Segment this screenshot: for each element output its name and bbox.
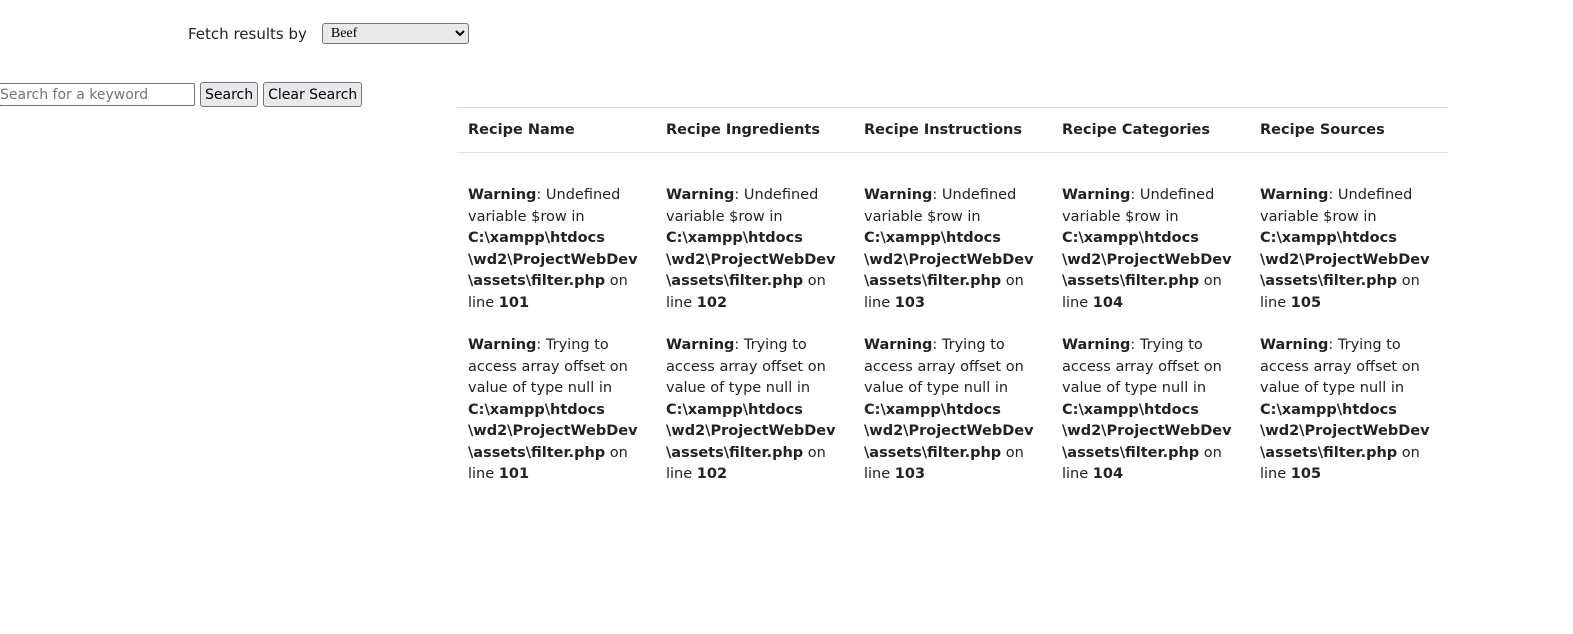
warning-text: : Trying to access array offset on value of type null in (1260, 337, 1420, 396)
warning-label: Warning (1062, 337, 1131, 353)
warning-file-path: C:\xampp\htdocs \wd2\ProjectWebDev \assets\filter.php (1062, 401, 1232, 461)
warning-label: Warning (666, 337, 735, 353)
warning-line-number: 105 (1290, 294, 1322, 311)
warning-message (864, 185, 1040, 314)
warning-text: : Trying to access array offset on value of type null in (468, 337, 628, 396)
warning-message (1062, 185, 1238, 314)
warning-file-path: C:\xampp\htdocs \wd2\ProjectWebDev \assets\filter.php (864, 230, 1034, 289)
search-input[interactable] (0, 83, 195, 106)
warning-text: : Undefined variable $row in (468, 187, 621, 225)
table-header-row (457, 108, 1448, 153)
header-recipe-categories: Recipe Categories (1051, 108, 1249, 153)
warning-label: Warning (1260, 187, 1329, 203)
warning-on-line: on line (864, 444, 1024, 482)
warning-label: Warning (1260, 337, 1329, 353)
table-cell-recipe-categories (1051, 153, 1249, 507)
warning-message (468, 185, 644, 314)
warning-message (1260, 185, 1437, 314)
warning-on-line: on line (1260, 444, 1420, 482)
clear-search-button[interactable]: Clear Search (263, 82, 362, 107)
warning-text: : Trying to access array offset on value of type null in (666, 337, 826, 396)
table-row (457, 153, 1448, 507)
filter-label: Fetch results by (188, 24, 307, 43)
warning-label: Warning (666, 187, 735, 203)
warning-label: Warning (864, 337, 933, 353)
warning-label: Warning (468, 337, 537, 353)
warning-message (666, 185, 842, 314)
warning-label: Warning (864, 187, 933, 203)
warning-text: : Undefined variable $row in (1260, 187, 1413, 225)
warning-text: : Trying to access array offset on value of type null in (1062, 337, 1222, 396)
warning-line-number: 103 (894, 294, 926, 311)
warning-message (1062, 335, 1238, 486)
warning-line-number: 101 (498, 466, 530, 482)
warning-on-line: on line (1062, 444, 1222, 482)
warning-line-number: 101 (498, 294, 530, 311)
table-cell-recipe-sources (1249, 153, 1448, 507)
warning-line-number: 102 (696, 466, 728, 482)
header-recipe-instructions: Recipe Instructions (853, 108, 1051, 153)
warning-label: Warning (468, 187, 537, 203)
warning-line-number: 102 (696, 294, 728, 311)
warning-on-line: on line (468, 273, 628, 311)
warning-line-number: 104 (1092, 294, 1124, 311)
warning-file-path: C:\xampp\htdocs \wd2\ProjectWebDev \assets\filter.php (666, 401, 836, 461)
search-button[interactable]: Search (200, 82, 258, 107)
warning-message (1260, 335, 1437, 486)
category-select[interactable] (322, 23, 469, 44)
warning-file-path: C:\xampp\htdocs \wd2\ProjectWebDev \assets\filter.php (1260, 230, 1430, 289)
warning-file-path: C:\xampp\htdocs \wd2\ProjectWebDev \assets\filter.php (666, 230, 836, 289)
warning-line-number: 103 (894, 466, 926, 482)
warning-text: : Undefined variable $row in (666, 187, 819, 225)
header-recipe-name: Recipe Name (457, 108, 655, 153)
warning-file-path: C:\xampp\htdocs \wd2\ProjectWebDev \assets\filter.php (468, 401, 638, 461)
filter-row (188, 23, 469, 44)
warning-message (468, 335, 644, 486)
warning-line-number: 105 (1290, 466, 1322, 482)
warning-file-path: C:\xampp\htdocs \wd2\ProjectWebDev \assets\filter.php (864, 401, 1034, 461)
warning-file-path: C:\xampp\htdocs \wd2\ProjectWebDev \assets\filter.php (1062, 230, 1232, 289)
warning-on-line: on line (666, 273, 826, 311)
warning-message (666, 335, 842, 486)
header-recipe-sources: Recipe Sources (1249, 108, 1448, 153)
warning-text: : Undefined variable $row in (1062, 187, 1215, 225)
search-bar (0, 82, 362, 107)
warning-label: Warning (1062, 187, 1131, 203)
warning-line-number: 104 (1092, 466, 1124, 482)
warning-text: : Trying to access array offset on value of type null in (864, 337, 1024, 396)
warning-on-line: on line (864, 273, 1024, 311)
warning-file-path: C:\xampp\htdocs \wd2\ProjectWebDev \assets\filter.php (1260, 401, 1430, 461)
table-cell-recipe-name (457, 153, 655, 507)
warning-on-line: on line (1260, 273, 1420, 311)
warning-on-line: on line (468, 444, 628, 482)
table-cell-recipe-ingredients (655, 153, 853, 507)
warning-text: : Undefined variable $row in (864, 187, 1017, 225)
warning-file-path: C:\xampp\htdocs \wd2\ProjectWebDev \assets\filter.php (468, 230, 638, 289)
table-cell-recipe-instructions (853, 153, 1051, 507)
header-recipe-ingredients: Recipe Ingredients (655, 108, 853, 153)
results-table (457, 107, 1448, 507)
warning-on-line: on line (666, 444, 826, 482)
warning-message (864, 335, 1040, 486)
warning-on-line: on line (1062, 273, 1222, 311)
